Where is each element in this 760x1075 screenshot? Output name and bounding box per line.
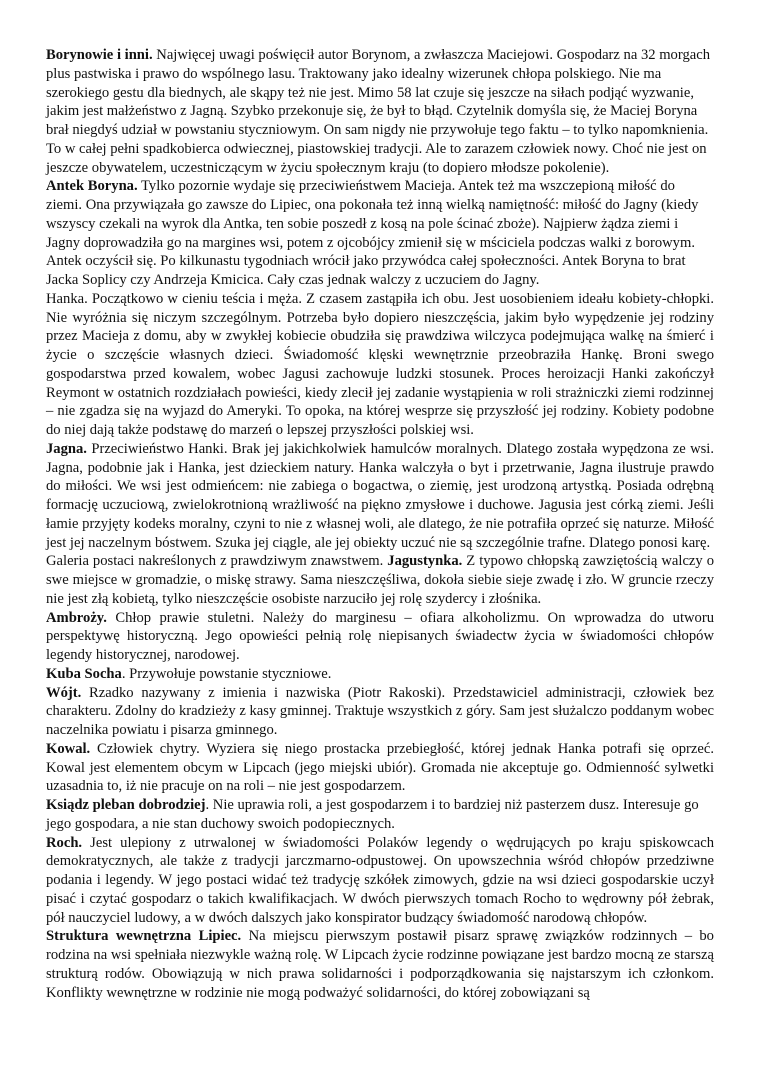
paragraph-kuba-socha [46, 665, 714, 684]
text-galeria: Galeria postaci nakreślonych z prawdziwym znawstwem. [46, 553, 388, 570]
heading-struktura: Struktura wewnętrzna Lipiec. [46, 928, 242, 945]
paragraph-antek [46, 177, 714, 290]
heading-borynowie: Borynowie i inni. [46, 47, 153, 63]
heading-roch: Roch. [46, 834, 83, 851]
paragraph-struktura [46, 927, 714, 1002]
text-jagna: Przeciwieństwo Hanki. Brak jej jakichkolwiek hamulców moralnych. Dlatego została wypędzona ze wsi. Jagna, podobnie jak i Hanka, jest dzieckiem natury. Hanka walczyła o byt i przetrwanie, Jagna ilustruje prawdo do miłości. We wsi jest odmieńcem: nie zabiega o bogactwa, o ziemię, jest urodzoną artystką. Posiada odrębną formację uczuciową, zwielokrotnioną wrażliwość na piękno zmysłowe i duchowe. Jagusia jest córką ziemi. Jeśli łamie przyjęty kodeks moralny, czyni to nie z własnej woli, ale dlatego, że nie potrafiła oprzeć się naturze. Miłość jest jej naczelnym bóstwem. Szuka jej ciągle, ale jej obiekty uczuć nie są szczególnie trafne. Dlatego ponosi karę. [46, 440, 714, 551]
text-ambrozy: Chłop prawie stuletni. Należy do marginesu – ofiara alkoholizmu. On wprowadza do utworu perspektywę historyczną. Jego opowieści pełnią rolę niepisanych świadectw życia w świadomości chłopów legendy historycznej, narodowej. [46, 609, 714, 663]
paragraph-borynowie [46, 46, 714, 177]
paragraph-jagna [46, 440, 714, 553]
paragraph-wojt [46, 684, 714, 740]
heading-ksiadz: Ksiądz pleban dobrodziej [46, 797, 206, 813]
heading-jagustynka: Jagustynka. [387, 553, 463, 570]
text-struktura: Na miejscu pierwszym postawił pisarz sprawę związków rodzinnych – bo rodzina na wsi spełniała niezwykle ważną rolę. W Lipcach życie rodzinne powiązane jest bardzo mocną ze starszą strukturą rodów. Obowiązują w nich prawa solidarności i podporządkowania się najstarszym ich członkom. Konflikty wewnętrzne w rodzinie nie mogą podważyć solidarności, do której zobowiązani są [46, 928, 714, 1001]
heading-ambrozy: Ambroży. [46, 609, 107, 626]
heading-jagna: Jagna. [46, 440, 87, 457]
heading-kuba-socha: Kuba Socha [46, 665, 122, 682]
text-kuba-socha: . Przywołuje powstanie styczniowe. [121, 665, 332, 682]
heading-wojt: Wójt. [46, 684, 82, 701]
text-roch: Jest ulepiony z utrwalonej w świadomości Polaków legendy o wędrujących po kraju spiskowcach demokratycznych, ale także z tradycji jarczmarno-odpustowej. On upowszechnia wśród chłopów przedziwne podania i legendy. W jego postaci widać też tradycję szkółek zimowych, gdzie na wsi dzieci gospodarskie uczył pisać i czytać gospodarz o takich kwalifikacjach. W dwóch pierwszych tomach Rocho to wędrowny pół żebrak, pół nauczyciel ludowy, a w dwóch dalszych jako konspirator budzący świadomość narodową chłopów. [46, 834, 714, 926]
text-hanka: Hanka. Początkowo w cieniu teścia i męża. Z czasem zastąpiła ich obu. Jest uosobieniem ideału kobiety-chłopki. Nie wyróżnia się niczym szczególnym. Potrzeba było dopiero nieszczęścia, jakim było wypędzenie jej rodziny przez Macieja z domu, aby w zwykłej kobiecie obudziła się prawdziwa wilczyca podejmująca walkę na śmierć i życie o szczęście własnych dzieci. Świadomość klęski wewnętrznie przeobraziła Hankę. Broni swego gospodarstwa przed kowalem, wobec Jagusi zachowuje ludzki stosunek. Proces heroizacji Hanki zakończył Reymont w ostatnich rozdziałach powieści, kiedy zlecił jej zadanie wystąpienia w roli strażniczki ziemi rodzinnej – nie zgadza się na wyjazd do Ameryki. To opoka, na której wesprze się przyszłość jej rodziny. Kobiety podobne do niej dają także podstawę do marzeń o lepszej przyszłości polskiej wsi. [46, 290, 714, 438]
paragraph-galeria [46, 552, 714, 608]
text-jagustynka: Z typowo chłopską zawziętością walczy o swe miejsce w gromadzie, o miskę strawy. Sama nieszczęśliwa, dokoła siebie sieje zwadę i zło. W gruncie rzeczy nie jest złą kobietą, tylko nieszczęście osobiste narzuciło jej rolę szydercy i złośnika. [46, 553, 714, 607]
text-ksiadz: . Nie uprawia roli, a jest gospodarzem i to bardziej niż pasterzem dusz. Interesuje go jego gospodara, a nie stan duchowy swoich podopiecznych. [46, 797, 699, 832]
heading-kowal: Kowal. [46, 740, 91, 757]
text-borynowie: Najwięcej uwagi poświęcił autor Borynom, a zwłaszcza Maciejowi. Gospodarz na 32 morgach plus pastwiska i prawo do wspólnego lasu. Traktowany jako idealny wizerunek chłopa polskiego. Nie ma szerokiego gestu dla biednych, ale skąpy też nie jest. Mimo 58 lat czuje się jeszcze na siłach podjąć wyzwanie, jakim jest małżeństwo z Jagną. Szybko przekonuje się, że był to błąd. Czytelnik domyśla się, że Maciej Boryna brał niegdyś udział w powstaniu styczniowym. On sam nigdy nie przywołuje tego faktu – to tylko napomknienia. To w całej pełni spadkobierca odwiecznej, piastowskiej tradycji. Ale to zarazem człowiek nowy. Choć nie jest on jeszcze obywatelem, uczestniczącym w życiu społecznym kraju (to dopiero młodsze pokolenie). [46, 47, 710, 176]
document-page [46, 46, 714, 1002]
text-kowal: Człowiek chytry. Wyziera się niego prostacka przebiegłość, której jednak Hanka potrafi się oprzeć. Kowal jest elementem obcym w Lipcach (jego miejski ubiór). Gromada nie akceptuje go. Odmienność sylwetki uzasadnia to, iż nie pracuje on na roli – nie jest gospodarzem. [46, 740, 714, 795]
text-antek: Tylko pozornie wydaje się przeciwieństwem Macieja. Antek też ma wszczepioną miłość do ziemi. Ona przywiązała go zawsze do Lipiec, ona pokonała też inną wielką namiętność: miłość do Jagny (kiedy wszyscy czekali na wyrok dla Antka, ten sobie poszedł z kosą na pole ścinać zboże). Najpierw żądza ziemi i Jagny doprowadziła go na margines wsi, potem z ojcobójcy zmienił się w mściciela podczas walki z borowym. Antek oczyścił się. Po kilkunastu tygodniach wrócił jako przywódca całej społeczności. Antek Boryna to brat Jacka Soplicy czy Andrzeja Kmicica. Cały czas jednak walczy z uczuciem do Jagny. [46, 178, 699, 288]
paragraph-ksiadz [46, 796, 714, 834]
paragraph-ambrozy [46, 609, 714, 665]
paragraph-kowal [46, 740, 714, 796]
paragraph-hanka [46, 290, 714, 440]
text-wojt: Rzadko nazywany z imienia i nazwiska (Piotr Rakoski). Przedstawiciel administracji, człowiek bez charakteru. Zdolny do kradzieży z kasy gminnej. Traktuje wszystkich z góry. Sam jest służalczo poddanym wobec naczelnika powiatu i pisarza gminnego. [46, 684, 714, 738]
paragraph-roch [46, 834, 714, 928]
heading-antek: Antek Boryna. [46, 178, 138, 195]
